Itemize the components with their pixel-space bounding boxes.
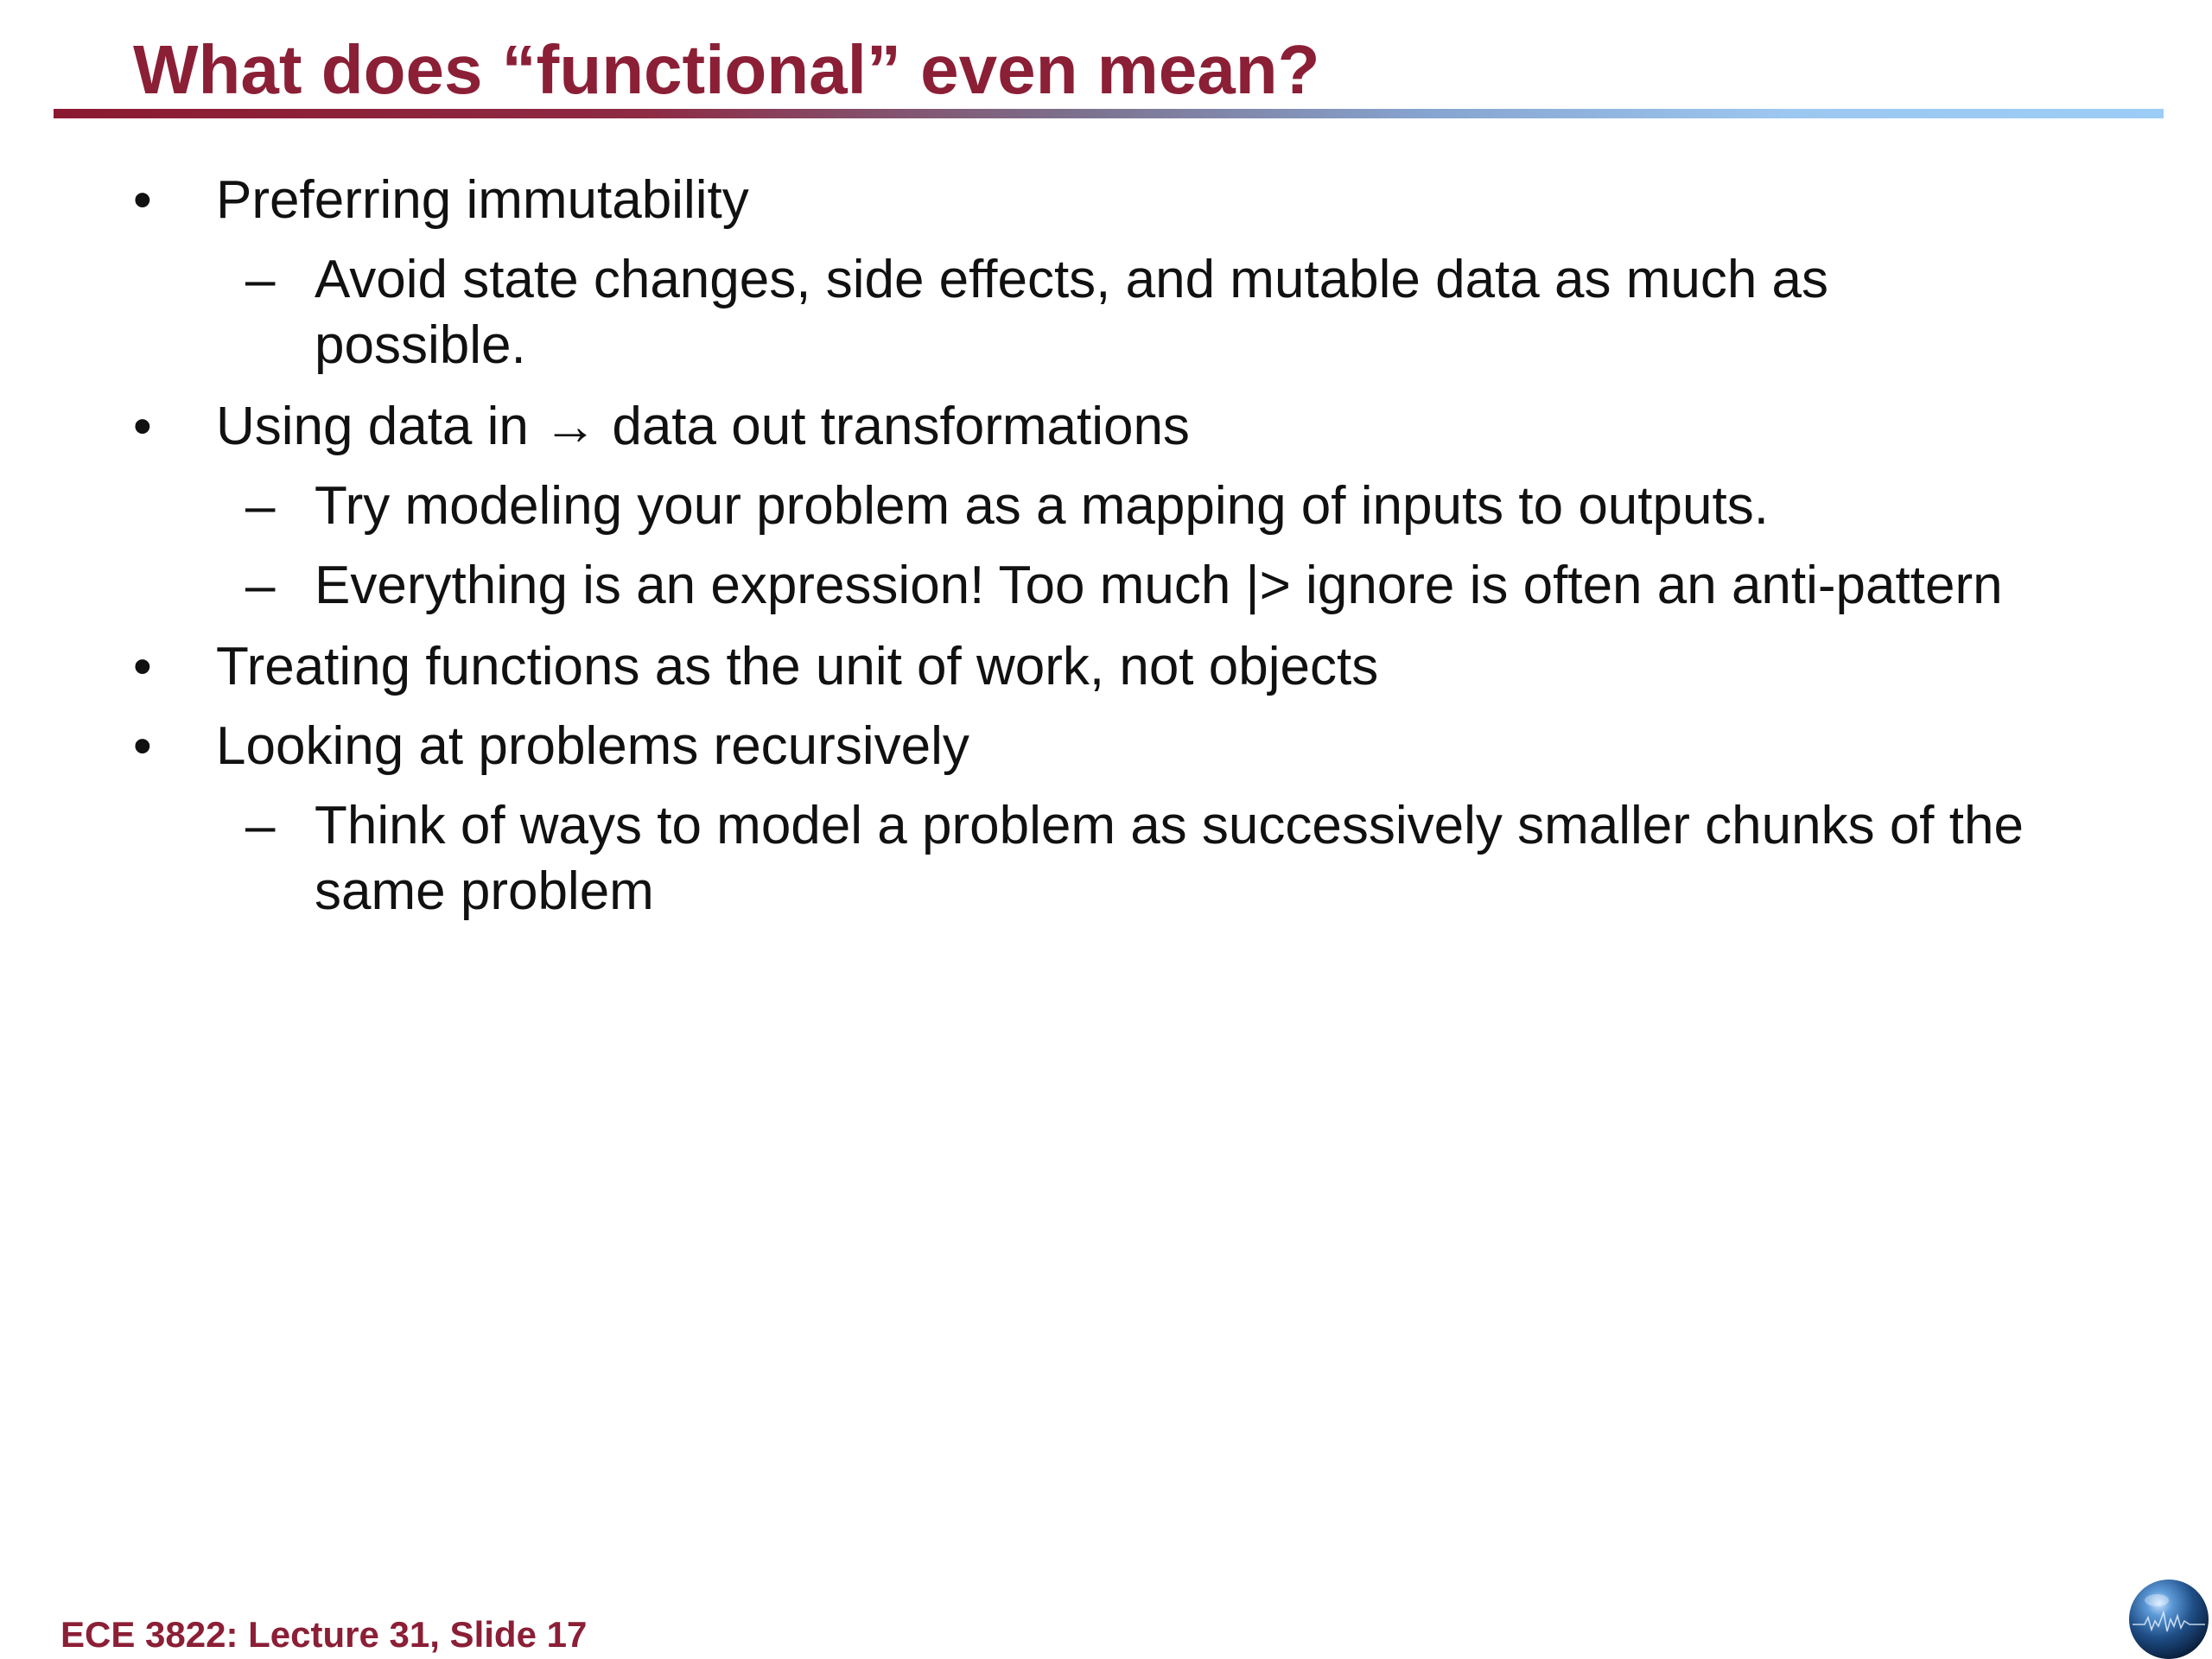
sub-bullet-text: possible. bbox=[315, 315, 526, 375]
dash-marker: – bbox=[245, 796, 276, 855]
dash-marker: – bbox=[245, 556, 276, 615]
bullet-marker: • bbox=[133, 637, 152, 696]
bullet-text: Using data in → data out transformations bbox=[216, 397, 1190, 456]
bullet-marker: • bbox=[133, 716, 152, 776]
sub-bullet-text: Avoid state changes, side effects, and mutable data as much as bbox=[315, 250, 1829, 309]
bullet-text: Preferring immutability bbox=[216, 170, 749, 230]
sub-bullet-text: same problem bbox=[315, 861, 654, 921]
sub-bullet-text: Everything is an expression! Too much |> ignore is often an anti-pattern bbox=[315, 556, 2003, 615]
globe-icon bbox=[2127, 1578, 2210, 1659]
bullet-text: Looking at problems recursively bbox=[216, 716, 969, 776]
bullet-text: Treating functions as the unit of work, not objects bbox=[216, 637, 1379, 696]
sub-bullet-text: Think of ways to model a problem as successively smaller chunks of the bbox=[315, 796, 2024, 855]
sub-bullet-text: Try modeling your problem as a mapping of inputs to outputs. bbox=[315, 476, 1769, 536]
slide-footer: ECE 3822: Lecture 31, Slide 17 bbox=[60, 1614, 588, 1655]
dash-marker: – bbox=[245, 250, 276, 309]
bullet-marker: • bbox=[133, 397, 152, 456]
dash-marker: – bbox=[245, 476, 276, 536]
bullet-marker: • bbox=[133, 170, 152, 230]
slide-title: What does “functional” even mean? bbox=[133, 31, 1320, 108]
